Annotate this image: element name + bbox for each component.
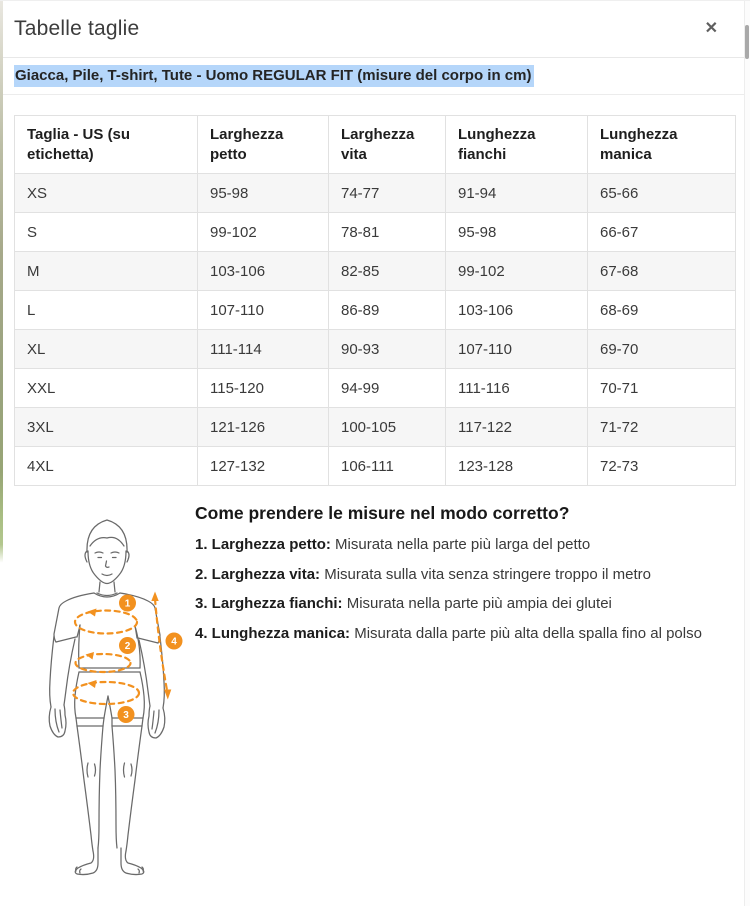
badge-3-number: 3 (123, 710, 129, 722)
close-button[interactable] (701, 17, 722, 41)
badge-2-number: 2 (124, 641, 131, 653)
table-cell: 99-102 (446, 252, 588, 291)
table-cell: 111-114 (198, 330, 329, 369)
table-cell: 100-105 (329, 408, 446, 447)
table-cell: 67-68 (588, 252, 736, 291)
body-measurement-diagram (43, 510, 188, 882)
column-header: Lunghezza manica (588, 116, 736, 174)
table-cell: 95-98 (446, 213, 588, 252)
size-chart-subtitle: Giacca, Pile, T-shirt, Tute - Uomo REGULAR FIT (misure del corpo in cm) (14, 65, 534, 87)
instruction-item (195, 625, 730, 642)
modal-title: Tabelle taglie (14, 17, 140, 40)
table-cell: 74-77 (329, 174, 446, 213)
table-cell: 3XL (15, 408, 198, 447)
table-cell: 71-72 (588, 408, 736, 447)
chest-measure-line (75, 611, 137, 634)
table-cell: 94-99 (329, 369, 446, 408)
table-row (15, 291, 736, 330)
table-cell: XS (15, 174, 198, 213)
hip-measure-line (73, 682, 139, 704)
table-cell: 111-116 (446, 369, 588, 408)
instruction-item (195, 536, 730, 553)
table-cell: 127-132 (198, 447, 329, 486)
table-cell: 65-66 (588, 174, 736, 213)
close-icon: ✕ (704, 20, 718, 37)
table-cell: 68-69 (588, 291, 736, 330)
table-cell: 117-122 (446, 408, 588, 447)
badge-1-number: 1 (124, 598, 131, 610)
column-header: Larghezza petto (198, 116, 329, 174)
table-cell: 82-85 (329, 252, 446, 291)
instruction-label: 1. Larghezza petto: (195, 536, 331, 553)
modal-panel (3, 1, 744, 906)
table-row (15, 213, 736, 252)
table-cell: 103-106 (198, 252, 329, 291)
instruction-text: Misurata nella parte più ampia dei glutei (342, 595, 612, 612)
table-cell: 123-128 (446, 447, 588, 486)
table-cell: 99-102 (198, 213, 329, 252)
table-cell: 91-94 (446, 174, 588, 213)
scrollbar-thumb[interactable] (745, 25, 749, 59)
column-header: Taglia - US (su etichetta) (15, 116, 198, 174)
table-cell: 86-89 (329, 291, 446, 330)
table-cell: M (15, 252, 198, 291)
hip-arrowhead (88, 680, 97, 688)
size-table (14, 115, 736, 486)
scrollbar[interactable] (744, 1, 750, 906)
instruction-text: Misurata sulla vita senza stringere troppo il metro (320, 565, 652, 583)
table-cell: 107-110 (446, 330, 588, 369)
table-cell: L (15, 291, 198, 330)
table-row (15, 408, 736, 447)
sleeve-arrowhead-up (151, 592, 158, 602)
subtitle-bar (3, 58, 744, 95)
table-cell: 66-67 (588, 213, 736, 252)
table-row (15, 174, 736, 213)
badge-4-number: 4 (171, 636, 177, 648)
instruction-text: Misurata nella parte più larga del petto (330, 536, 591, 553)
measurement-lines (73, 599, 168, 704)
column-header: Lunghezza fianchi (446, 116, 588, 174)
table-row (15, 447, 736, 486)
table-cell: XXL (15, 369, 198, 408)
table-cell: 72-73 (588, 447, 736, 486)
table-cell: 106-111 (329, 447, 446, 486)
table-cell: 78-81 (329, 213, 446, 252)
table-cell: 115-120 (198, 369, 329, 408)
instruction-text: Misurata dalla parte più alta della spalla fino al polso (350, 624, 702, 642)
table-cell: 4XL (15, 447, 198, 486)
sleeve-arrowhead-down (164, 690, 171, 700)
table-cell: 69-70 (588, 330, 736, 369)
waist-measure-line (76, 654, 131, 672)
table-cell: 103-106 (446, 291, 588, 330)
table-cell: 90-93 (329, 330, 446, 369)
measuring-guide-section (3, 500, 744, 900)
table-row (15, 330, 736, 369)
body-outline (49, 520, 165, 875)
table-cell: S (15, 213, 198, 252)
instruction-label: 4. Lunghezza manica: (195, 624, 351, 642)
table-row (15, 369, 736, 408)
instruction-item (195, 566, 730, 583)
instruction-item (195, 595, 730, 612)
table-row (15, 252, 736, 291)
column-header: Larghezza vita (329, 116, 446, 174)
modal-header (3, 1, 744, 58)
table-cell: 95-98 (198, 174, 329, 213)
table-cell: 121-126 (198, 408, 329, 447)
instructions-title: Come prendere le misure nel modo corretto? (195, 503, 570, 523)
instructions-block (195, 503, 730, 654)
instruction-label: 2. Larghezza vita: (195, 565, 321, 583)
table-header-row (15, 116, 736, 174)
table-cell: 107-110 (198, 291, 329, 330)
instructions-list (195, 536, 730, 642)
instruction-label: 3. Larghezza fianchi: (195, 595, 343, 612)
table-cell: 70-71 (588, 369, 736, 408)
table-cell: XL (15, 330, 198, 369)
